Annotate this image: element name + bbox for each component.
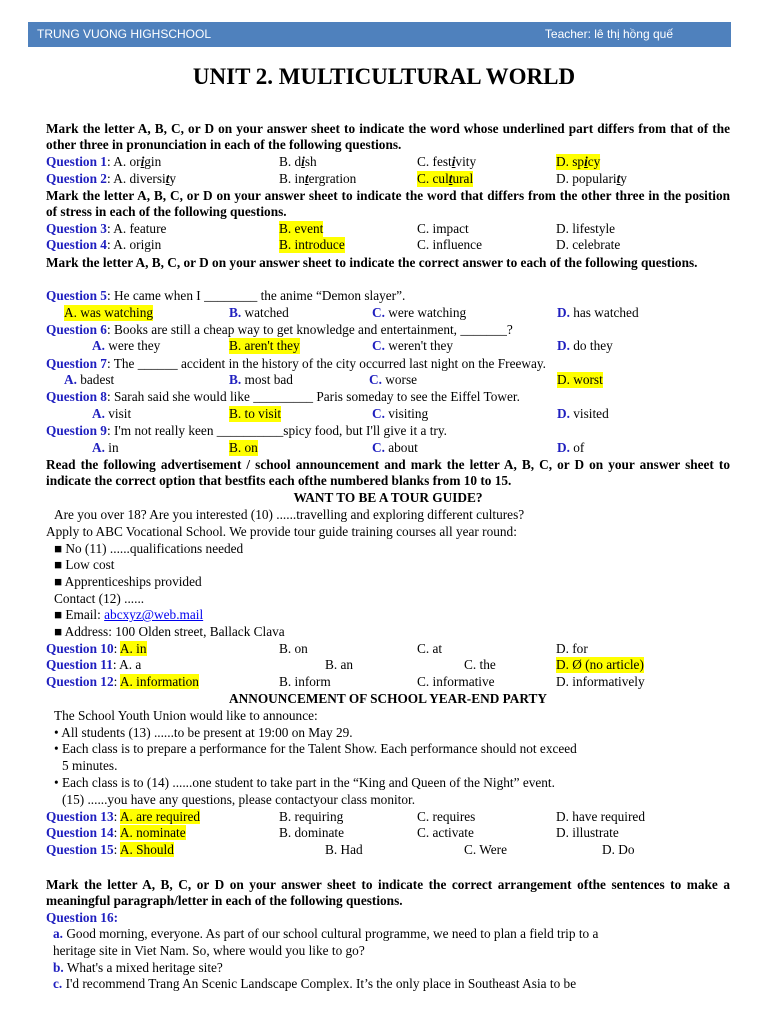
ad-title: WANT TO BE A TOUR GUIDE? bbox=[293, 490, 483, 505]
page-header bbox=[28, 22, 731, 47]
answer-highlight: C. cultural bbox=[417, 171, 474, 186]
question-6: Question 6: Books are still a cheap way to get knowledge and entertainment, _______? bbox=[46, 322, 513, 337]
question-15: Question 15: A. Should B. Had C. Were D. Do bbox=[46, 842, 635, 857]
question-4: Question 4: A. origin B. introduce C. influence D. celebrate bbox=[46, 237, 621, 252]
ad-line: Contact (12) ...... bbox=[54, 591, 145, 606]
email-link[interactable]: abcxyz@web.mail bbox=[104, 607, 204, 622]
question-10: Question 10: A. in B. on C. at D. for bbox=[46, 641, 588, 656]
ad-email: ■ Email: abcxyz@web.mail bbox=[54, 607, 204, 622]
announcement-line: 5 minutes. bbox=[62, 758, 118, 773]
question-16-label: Question 16: bbox=[46, 910, 119, 925]
question-12: Question 12: A. information B. inform C. informative D. informatively bbox=[46, 674, 645, 689]
sentence-b: b. What's a mixed heritage site? bbox=[53, 960, 223, 975]
question-5: Question 5: He came when I ________ the anime “Demon slayer”. bbox=[46, 288, 406, 303]
page-title: UNIT 2. MULTICULTURAL WORLD bbox=[192, 64, 576, 89]
ad-address: ■ Address: 100 Olden street, Ballack Clava bbox=[54, 624, 285, 639]
instruction-pronunciation: Mark the letter A, B, C, or D on your answer sheet to indicate the word whose underlined part differs from that of the other three in pronunciation in each of the following questions. bbox=[46, 121, 730, 152]
ad-line: ■ Low cost bbox=[54, 557, 115, 572]
question-14: Question 14: A. nominate B. dominate C. activate D. illustrate bbox=[46, 825, 619, 840]
announcement-title: ANNOUNCEMENT OF SCHOOL YEAR-END PARTY bbox=[229, 691, 547, 706]
sentence-c: c. I'd recommend Trang An Scenic Landscape Complex. It’s the only place in Southeast Asia to be bbox=[53, 976, 577, 991]
announcement-line: (15) ......you have any questions, please contactyour class monitor. bbox=[62, 792, 416, 807]
ad-line: ■ No (11) ......qualifications needed bbox=[54, 541, 244, 556]
school-name: TRUNG VUONG HIGHSCHOOL bbox=[37, 27, 212, 41]
question-9: Question 9: I'm not really keen __________spicy food, but I'll give it a try. bbox=[46, 423, 447, 438]
instruction-reading: Read the following advertisement / school announcement and mark the letter A, B, C, or D on your answer sheet to indicate the correct option that bestfits each ofthe numbered blanks from 10 to 15. bbox=[46, 457, 730, 488]
question-7: Question 7: The ______ accident in the history of the city occurred last night on the Freeway. bbox=[46, 356, 546, 371]
sentence-a-cont: heritage site in Viet Nam. So, where would you like to go? bbox=[53, 943, 365, 958]
question-2: Question 2: A. diversity B. intergration C. cultural D. popularity bbox=[46, 171, 627, 186]
instruction-correct-answer: Mark the letter A, B, C, or D on your answer sheet to indicate the correct answer to each of the following questions. bbox=[46, 255, 698, 270]
announcement-line: • All students (13) ......to be present at 19:00 on May 29. bbox=[54, 725, 353, 740]
question-3: Question 3: A. feature B. event C. impact D. lifestyle bbox=[46, 221, 616, 236]
teacher-name: Teacher: lê thị hồng quế bbox=[544, 27, 673, 41]
ad-line: Apply to ABC Vocational School. We provide tour guide training courses all year round: bbox=[46, 524, 517, 539]
ad-line: ■ Apprenticeships provided bbox=[54, 574, 202, 589]
question-13: Question 13: A. are required B. requiring C. requires D. have required bbox=[46, 809, 645, 824]
announcement-line: The School Youth Union would like to announce: bbox=[54, 708, 318, 723]
question-11: Question 11: A. a B. an C. the D. Ø (no article) bbox=[46, 657, 644, 672]
question-8: Question 8: Sarah said she would like _________ Paris someday to see the Eiffel Tower. bbox=[46, 389, 520, 404]
instruction-stress: Mark the letter A, B, C, or D on your answer sheet to indicate the word that differs from the other three in the position of stress in each of the following questions. bbox=[46, 188, 730, 219]
question-1: Question 1: A. origin B. dish C. festivity D. spicy bbox=[46, 154, 601, 169]
announcement-line: • Each class is to prepare a performance for the Talent Show. Each performance should not exceed bbox=[54, 741, 577, 756]
announcement-line: • Each class is to (14) ......one student to take part in the “King and Queen of the Night” event. bbox=[54, 775, 555, 790]
answer-highlight: D. spicy bbox=[556, 154, 601, 169]
instruction-arrangement: Mark the letter A, B, C, or D on your answer sheet to indicate the correct arrangement ofthe sentences to make a meaningful paragraph/letter in each of the following questions. bbox=[46, 877, 730, 908]
ad-line: Are you over 18? Are you interested (10) ......travelling and exploring different cultures? bbox=[54, 507, 525, 522]
sentence-a: a. Good morning, everyone. As part of our school cultural programme, we need to plan a field trip to a bbox=[53, 926, 599, 941]
